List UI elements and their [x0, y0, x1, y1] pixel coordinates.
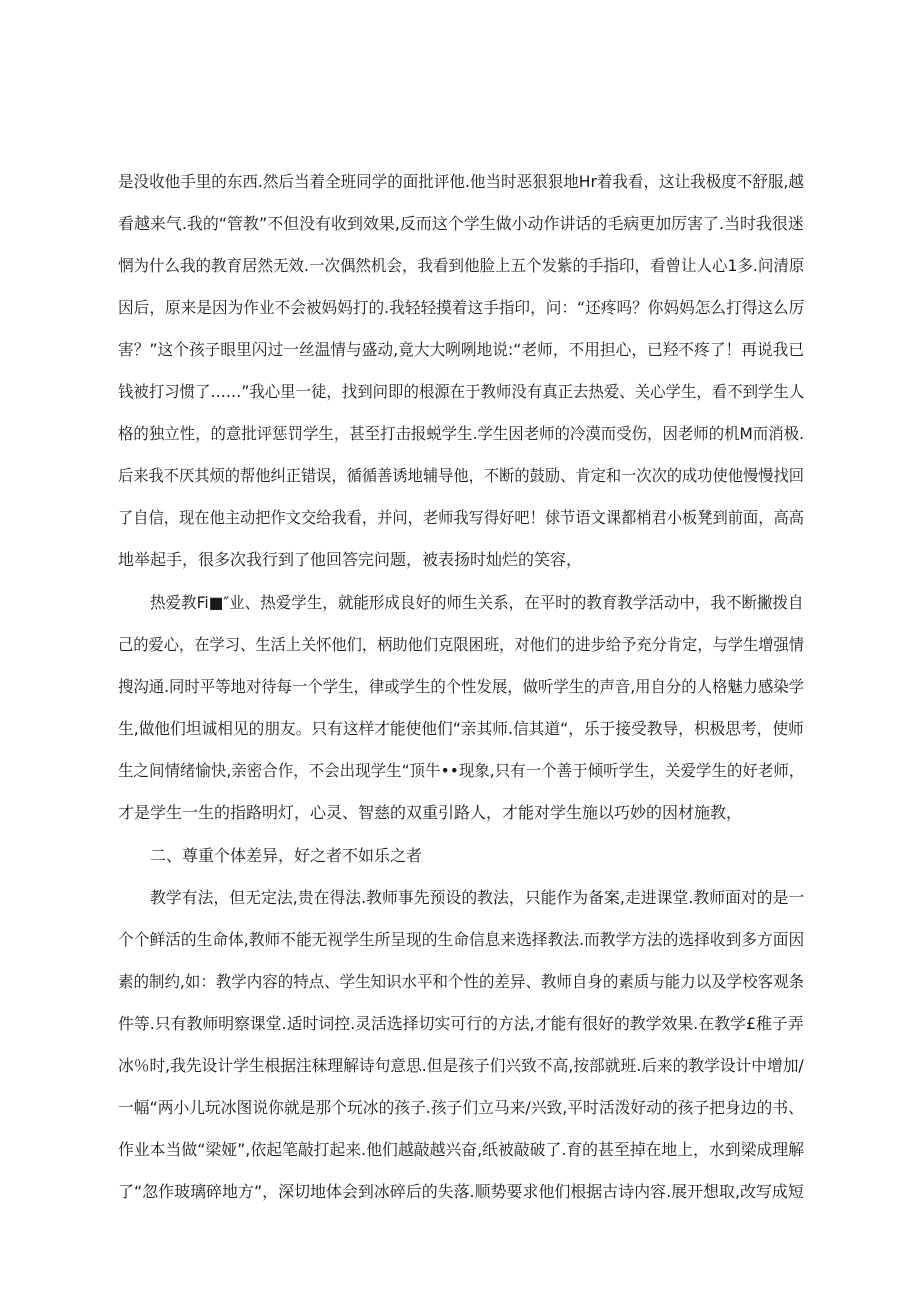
text-line: 是没收他手里的东西.然后当着全班同学的面批评他.他当时恶狠狠地Hr着我看，这让我极度不舒服,越 [118, 172, 804, 191]
text-line: 格的独立性，的意批评惩罚学生，甚至打击报蜕学生.学生因老师的冷漠而受伤，因老师的机M而消极. [118, 424, 804, 443]
text-line: 件等.只有教师明察课堂.适时词控.灵活选择切实可行的方法,才能有很好的教学效果.在教学£稚子弄 [118, 1014, 804, 1033]
text-line: 个个鲜活的生命体,教师不能无视学生所呈现的生命信息来选择教法.而教学方法的选择收到多方面因 [118, 930, 805, 949]
text-line: 害？”这个孩子眼里闪过一丝温情与盛动,竟大大咧咧地说:“老师，不用担心，已羟不疼了！再说我已 [118, 340, 805, 359]
paragraph-first-line: 热爱教Fi■″业、热爱学生，就能形成良好的师生关系，在平时的教育教学活动中，我不断撇拨自 [150, 593, 804, 612]
text-line: 生之间情绪愉快,亲密合作，不会出现学生“顶牛••现象,只有一个善于倾听学生，关爱学生的好老师， [118, 761, 805, 780]
text-line: 才是学生一生的指路明灯，心灵、智慈的双重引路人，才能对学生施以巧妙的因材施教， [118, 803, 743, 822]
text-line: 惘为什么我的教育居然无效.一次偶然机会，我看到他脸上五个发紫的手指印，看曾让人心1多.问清原 [118, 256, 805, 275]
text-line: 一幅“两小儿玩冰图说你就是那个玩冰的孩子.孩子们立马来/兴致,平时活泼好动的孩子把身边的书、 [118, 1098, 804, 1117]
text-line: 后来我不厌其烦的帮他纠正错误，循循善诱地辅导他，不断的鼓励、肯定和一次次的成功使他慢慢找回 [118, 466, 805, 485]
text-line: 地举起手，很多次我行到了他回答完问题，被表扬时灿烂的笑容， [118, 550, 583, 569]
text-line: 因后，原来是因为作业不会被妈妈打的.我轻轻摸着这手指印，问：“还疼吗？你妈妈怎么打得这么厉 [118, 298, 805, 317]
text-line: 钱被打习惯了……”我心里一徒，找到问即的根源在于教师没有真正去热爱、关心学生，看不到学生人 [118, 382, 805, 401]
paragraph-first-line: 教学有法，但无定法,贵在得法.教师事先预设的教法，只能作为备案,走进课堂.教师面对的是一 [150, 888, 805, 907]
text-line: 冰％时,我先设计学生根据注秣理解诗句意思.但是孩子们兴致不高,按部就班.后来的教学设计中增加/ [118, 1056, 804, 1075]
text-line: 搜沟通.同时平等地对待每一个学生，律或学生的个性发展，做听学生的声音,用自分的人格魅力感染学 [118, 677, 805, 696]
text-line: 了“忽作玻璃碎地方”，深切地体会到冰碎后的失落.顺势要求他们根据古诗内容.展开想取,改写成短 [118, 1182, 804, 1201]
section-heading: 二、尊重个体差异，好之者不如乐之者 [150, 846, 423, 865]
text-line: 看越来气.我的“管教”不但没有收到效果,反而这个学生做小动作讲话的毛病更加厉害了.当时我很迷 [118, 214, 804, 233]
text-line: 素的制约,如：教学内容的特点、学生知识水平和个性的差异、教师自身的素质与能力以及学校客观条 [118, 972, 805, 991]
text-line: 了自信，现在他主动把作文交给我看，并问，老师我写得好吧！俅节语文课都梢君小板凳到前面，高高 [118, 508, 805, 527]
text-line: 己的爱心，在学习、生活上关怀他们，柄助他们克限困班，对他们的进步给予充分肯定，与学生增强情 [118, 635, 805, 654]
text-line: 生,做他们坦诚相见的朋友。只有这样才能使他们“亲其师.信其道“，乐于接受教导，枳极思考，使师 [118, 719, 804, 738]
text-line: 作业本当做“梁娅”,依起笔敲打起来.他们越敲越兴奋,纸被敲破了.育的甚至掉在地上，水到梁成理解 [118, 1140, 804, 1159]
